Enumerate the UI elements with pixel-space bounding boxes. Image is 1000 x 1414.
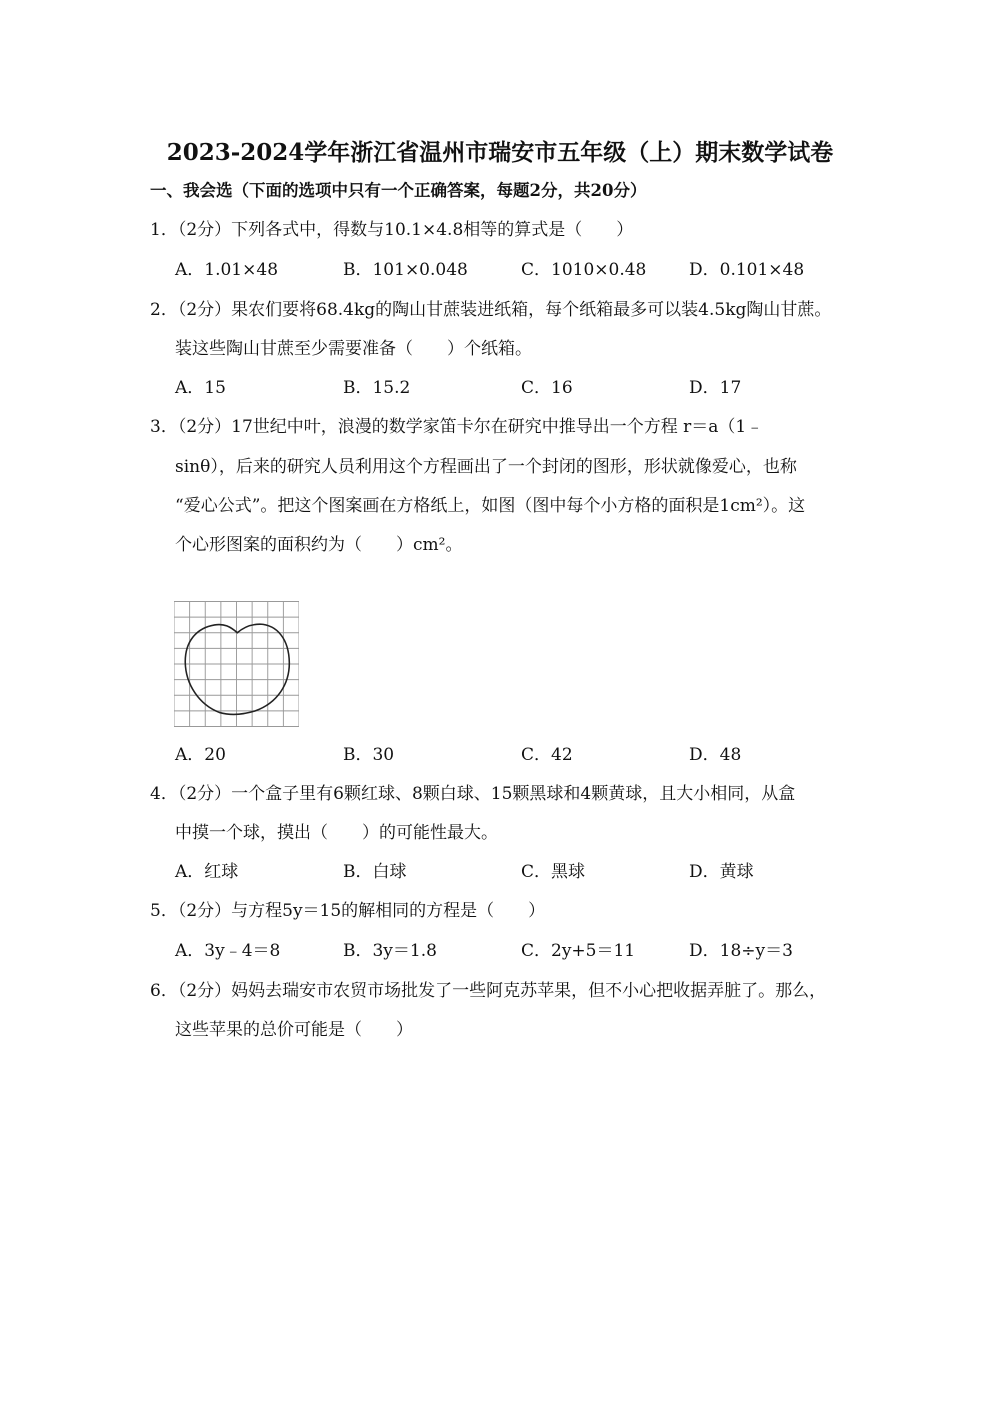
q1-option-b: B．101×0.048: [343, 260, 468, 280]
q2-option-d: D．17: [689, 378, 742, 398]
q4-option-c: C．黑球: [521, 862, 586, 882]
section-heading: 一、我会选（下面的选项中只有一个正确答案，每题2分，共20分）: [150, 181, 647, 200]
q1-option-a: A．1.01×48: [175, 260, 279, 280]
q5-option-c: C．2y+5＝11: [521, 941, 636, 961]
question-1: 1．（2分）下列各式中，得数与10.1×4.8相等的算式是（ ）: [150, 220, 634, 240]
question-6: 6．（2分）妈妈去瑞安市农贸市场批发了一些阿克苏苹果，但不小心把收据弄脏了。那么，: [150, 981, 827, 1001]
q3-option-c: C．42: [521, 745, 573, 765]
question-4: 4．（2分）一个盒子里有6颗红球、8颗白球、15颗黑球和4颗黄球，且大小相同，从盒: [150, 784, 796, 804]
question-2-cont: 装这些陶山甘蔗至少需要准备（ ）个纸箱。: [175, 339, 532, 359]
question-5: 5．（2分）与方程5y＝15的解相同的方程是（ ）: [150, 901, 546, 921]
q4-option-b: B．白球: [343, 862, 407, 882]
q3-option-b: B．30: [343, 745, 395, 765]
question-3: 3．（2分）17世纪中叶，浪漫的数学家笛卡尔在研究中推导出一个方程 r＝a（1﹣: [150, 417, 764, 437]
q3-option-a: A．20: [175, 745, 226, 765]
q5-option-b: B．3y＝1.8: [343, 941, 437, 961]
question-6-cont: 这些苹果的总价可能是（ ）: [175, 1020, 413, 1040]
q1-option-c: C．1010×0.48: [521, 260, 647, 280]
q4-option-d: D．黄球: [689, 862, 754, 882]
q2-option-b: B．15.2: [343, 378, 411, 398]
q5-option-a: A．3y﹣4＝8: [175, 941, 281, 961]
question-3-cont: 个心形图案的面积约为（ ）cm²。: [175, 535, 463, 555]
q5-option-d: D．18÷y＝3: [689, 941, 793, 961]
question-3-cont: “爱心公式”。把这个图案画在方格纸上，如图（图中每个小方格的面积是1cm²）。这: [175, 496, 806, 516]
grid-lines: [174, 602, 299, 727]
question-3-cont: sinθ），后来的研究人员利用这个方程画出了一个封闭的图形，形状就像爱心，也称: [175, 457, 797, 477]
q2-option-c: C．16: [521, 378, 573, 398]
q3-option-d: D．48: [689, 745, 742, 765]
page-title: 2023-2024学年浙江省温州市瑞安市五年级（上）期末数学试卷: [166, 139, 834, 166]
q2-option-a: A．15: [175, 378, 226, 398]
q4-option-a: A．红球: [175, 862, 239, 882]
heart-shape: [185, 624, 289, 714]
q1-option-d: D．0.101×48: [689, 260, 805, 280]
question-2: 2．（2分）果农们要将68.4kg的陶山甘蔗装进纸箱，每个纸箱最多可以装4.5kg陶山甘蔗。: [150, 300, 832, 320]
heart-grid-figure: [174, 601, 299, 727]
question-4-cont: 中摸一个球，摸出（ ）的可能性最大。: [175, 823, 498, 843]
